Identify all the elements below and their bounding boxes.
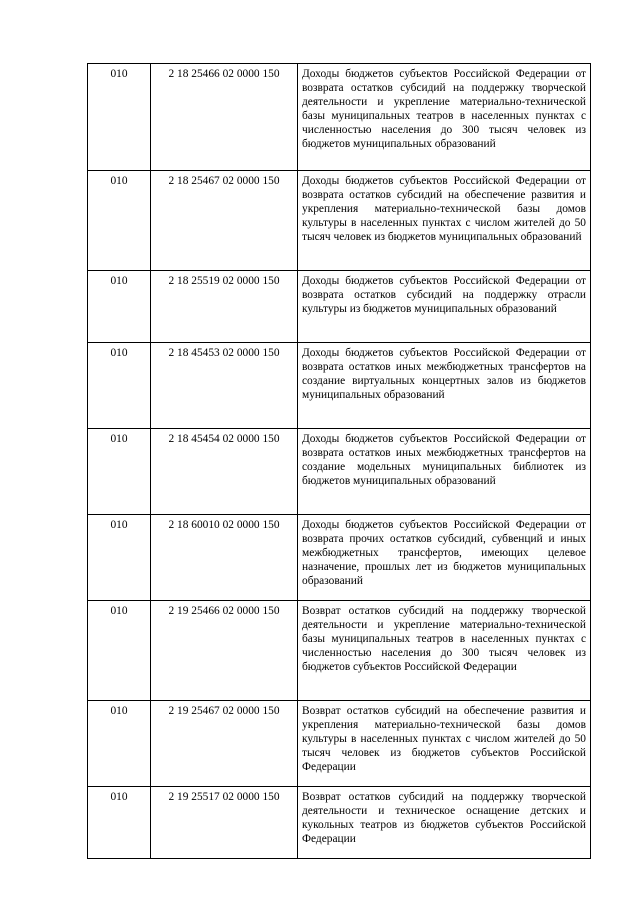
budget-code-cell: 2 19 25466 02 0000 150 bbox=[151, 601, 298, 701]
budget-code-cell: 2 18 25467 02 0000 150 bbox=[151, 171, 298, 271]
table-row bbox=[88, 601, 591, 701]
description-cell: Доходы бюджетов субъектов Российской Федерации от возврата остатков субсидий на поддержку творческой деятельности и укрепление материально-технической базы муниципальных театров в населенных пунктах с численностью населения до 300 тысяч человек из бюджетов муниципальных образований bbox=[298, 64, 591, 171]
admin-code-cell: 010 bbox=[88, 429, 151, 515]
budget-classification-table bbox=[87, 63, 591, 859]
budget-code-cell: 2 18 25519 02 0000 150 bbox=[151, 271, 298, 343]
description-cell: Доходы бюджетов субъектов Российской Федерации от возврата остатков субсидий на поддержку отрасли культуры из бюджетов муниципальных образований bbox=[298, 271, 591, 343]
admin-code-cell: 010 bbox=[88, 787, 151, 859]
description-cell: Возврат остатков субсидий на обеспечение развития и укрепления материально-технической базы домов культуры в населенных пунктах с числом жителей до 50 тысяч человек из бюджетов субъектов Российской Федерации bbox=[298, 701, 591, 787]
table-row bbox=[88, 343, 591, 429]
budget-code-cell: 2 18 45453 02 0000 150 bbox=[151, 343, 298, 429]
budget-code-cell: 2 18 60010 02 0000 150 bbox=[151, 515, 298, 601]
description-cell: Доходы бюджетов субъектов Российской Федерации от возврата прочих остатков субсидий, субвенций и иных межбюджетных трансфертов, имеющих целевое назначение, прошлых лет из бюджетов муниципальных образований bbox=[298, 515, 591, 601]
admin-code-cell: 010 bbox=[88, 343, 151, 429]
table-row bbox=[88, 64, 591, 171]
table-row bbox=[88, 701, 591, 787]
budget-code-cell: 2 18 45454 02 0000 150 bbox=[151, 429, 298, 515]
admin-code-cell: 010 bbox=[88, 601, 151, 701]
admin-code-cell: 010 bbox=[88, 171, 151, 271]
table-row bbox=[88, 171, 591, 271]
description-cell: Доходы бюджетов субъектов Российской Федерации от возврата остатков субсидий на обеспечение развития и укрепления материально-технической базы домов культуры в населенных пунктах с числом жителей до 50 тысяч человек из бюджетов муниципальных образований bbox=[298, 171, 591, 271]
description-cell: Возврат остатков субсидий на поддержку творческой деятельности и техническое оснащение детских и кукольных театров из бюджетов субъектов Российской Федерации bbox=[298, 787, 591, 859]
table-row bbox=[88, 429, 591, 515]
admin-code-cell: 010 bbox=[88, 271, 151, 343]
table-row bbox=[88, 515, 591, 601]
admin-code-cell: 010 bbox=[88, 515, 151, 601]
budget-code-cell: 2 19 25467 02 0000 150 bbox=[151, 701, 298, 787]
description-cell: Возврат остатков субсидий на поддержку творческой деятельности и укрепление материально-технической базы муниципальных театров в населенных пунктах с численностью населения до 300 тысяч человек из бюджетов субъектов Российской Федерации bbox=[298, 601, 591, 701]
table-row bbox=[88, 271, 591, 343]
budget-code-cell: 2 19 25517 02 0000 150 bbox=[151, 787, 298, 859]
table-row bbox=[88, 787, 591, 859]
admin-code-cell: 010 bbox=[88, 64, 151, 171]
description-cell: Доходы бюджетов субъектов Российской Федерации от возврата остатков иных межбюджетных трансфертов на создание модельных муниципальных библиотек из бюджетов муниципальных образований bbox=[298, 429, 591, 515]
budget-code-cell: 2 18 25466 02 0000 150 bbox=[151, 64, 298, 171]
admin-code-cell: 010 bbox=[88, 701, 151, 787]
description-cell: Доходы бюджетов субъектов Российской Федерации от возврата остатков иных межбюджетных трансфертов на создание виртуальных концертных залов из бюджетов муниципальных образований bbox=[298, 343, 591, 429]
